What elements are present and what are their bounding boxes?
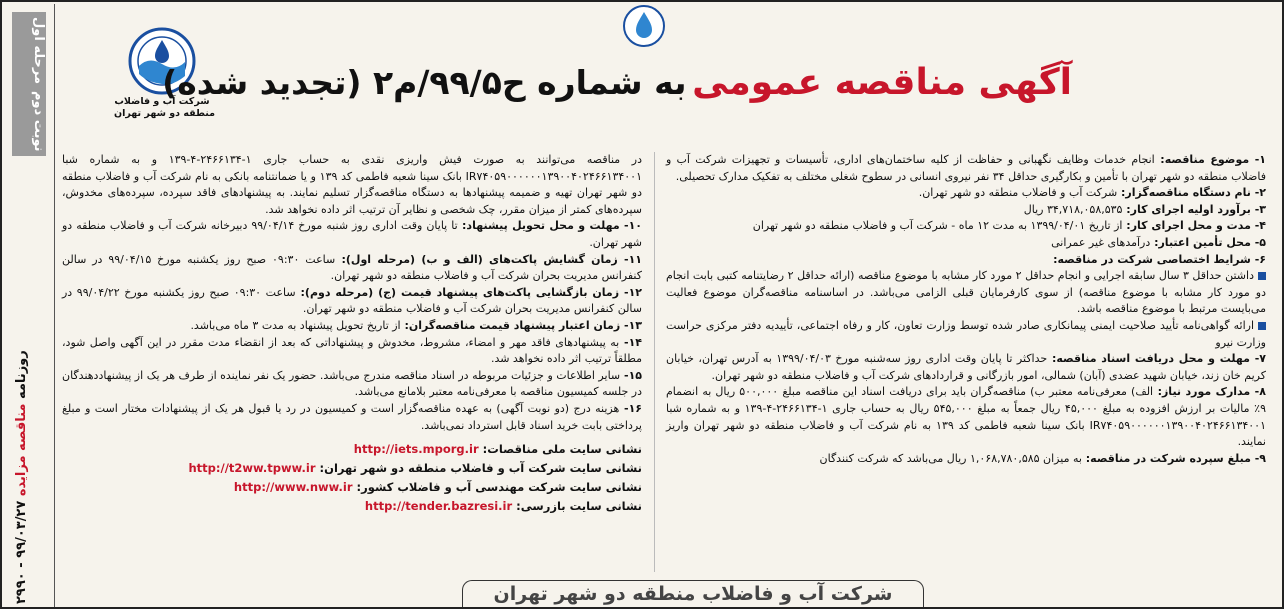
- clause-bullet: داشتن حداقل ۳ سال سابقه اجرایی و انجام حداقل ۲ مورد کار مشابه با موضوع مناقصه (ارائه حداقل ۲ رضایتنامه کتبی بابت انجام دو مورد کار مشابه با موضوع مناقصه) از سوی کارفرمایان قبلی الزامی می‌باشد. در اساسنامه مناقصه‌گران موضوع فعالیت می‌بایست مرتبط با موضوع مناقصه باشد.: [666, 269, 1266, 316]
- site-link[interactable]: http://tender.bazresi.ir: [364, 499, 513, 514]
- water-drop-icon: [622, 4, 666, 52]
- publication-line: ۹۹/۰۳/۲۷ - ۲۹۹۰: [14, 500, 29, 604]
- site-row: نشانی سایت ملی مناقصات: http://iets.mporg.ir: [353, 442, 642, 457]
- clause: ۳- برآورد اولیه اجرای کار: ۳۴,۷۱۸,۰۵۸,۵۳۵ ریال: [1023, 202, 1266, 216]
- clause: ۱۲- زمان بازگشایی پاکت‌های پیشنهاد قیمت (ج) (مرحله دوم): ساعت ۰۹:۳۰ صبح روز یکشنبه مورخ ۹۹/۰۴/۲۲ در سالن کنفرانس مدیریت بحران شرکت آب و فاضلاب منطقه دو شهر تهران.: [62, 285, 642, 316]
- right-column: [666, 152, 1266, 467]
- clause: ۸- مدارک مورد نیاز: الف) معرفی‌نامه معتبر ب) مناقصه‌گران باید برای دریافت اسناد این مناقصه مبلغ ۵۰۰,۰۰۰ ریال به انضمام ۹٪ مالیات بر ارزش افزوده به مبلغ ۴۵,۰۰۰ ریال جمعاً به مبلغ ۵۴۵,۰۰۰ ریال به حساب جاری ۱-۲۴۶۶۱۳۴-۴-۱۳۹ و به شماره شبا IR۷۴۰۵۹۰۰۰۰۰۰۱۳۹۰۰۴۰۲۴۶۶۱۳۴۰۰۱ بانک سینا شعبه فاطمی کد ۱۳۹ به نام شرکت آب و فاضلاب منطقه دو شهر تهران واریز نمایند.: [666, 385, 1266, 449]
- clause: ۹- مبلغ سپرده شرکت در مناقصه: به میزان ۱,۰۶۸,۷۸۰,۵۸۵ ریال می‌باشد که شرکت کنندگان: [819, 451, 1266, 465]
- clause: ۵- محل تأمین اعتبار: درآمدهای غیر عمرانی: [1051, 235, 1266, 249]
- logo-line-2: منطقه دو شهر تهران: [114, 108, 215, 119]
- clause: ۱۶- هزینه درج (دو نوبت آگهی) به عهده مناقصه‌گزار است و کمیسیون در رد یا قبول هر یک از پیشنهادات مختار است و مبلغ پرداختی بابت خرید اسناد قابل استرداد نمی‌باشد.: [62, 401, 642, 432]
- clause-bullet: ارائه گواهی‌نامه تأیید صلاحیت ایمنی پیمانکاری صادر شده توسط وزارت تعاون، کار و رفاه اجتماعی، تأییدیه دفتر مرکزی حراست وزارت نیرو: [666, 318, 1266, 349]
- footer-company-name: شرکت آب و فاضلاب منطقه دو شهر تهران: [462, 580, 924, 607]
- site-row: نشانی سایت بازرسی: http://tender.bazresi.ir: [364, 499, 642, 514]
- clause: ۲- نام دستگاه مناقصه‌گزار: شرکت آب و فاضلاب منطقه دو شهر تهران.: [918, 186, 1266, 200]
- website-list: [62, 440, 642, 516]
- site-link[interactable]: http://t2ww.tpww.ir: [188, 461, 316, 476]
- site-link[interactable]: http://iets.mporg.ir: [353, 442, 479, 457]
- column-divider: [654, 152, 655, 572]
- bullet-square-icon: [1258, 322, 1266, 330]
- clause: ۱۵- سایر اطلاعات و جزئیات مربوطه در اسناد مناقصه مندرج می‌باشد. حضور یک نفر نماینده از طرف هر یک از پیشنهاددهندگان در جلسه کمیسیون مناقصه با معرفی‌نامه معتبر بلامانع می‌باشد.: [62, 368, 642, 399]
- left-column: [62, 152, 642, 516]
- clause: ۱- موضوع مناقصه: انجام خدمات وظایف نگهبانی و حفاظت از کلیه ساختمان‌های اداری، تأسیسات و تجهیزات شرکت آب و فاضلاب منطقه دو شهر تهران با تأمین و بکارگیری حداقل ۳۴ نفر نیروی انسانی در سطوح شغلی مختلف به تفکیک مدارک تحصیلی.: [666, 153, 1267, 183]
- logo-line-1: شرکت آب و فاضلاب: [114, 96, 210, 107]
- title-red: آگهی مناقصه عمومی: [692, 62, 1072, 103]
- clause: ۴- مدت و محل اجرای کار: از تاریخ ۱۳۹۹/۰۴/۰۱ به مدت ۱۲ ماه - شرکت آب و فاضلاب منطقه دو شهر تهران: [752, 219, 1266, 233]
- clause: ۱۳- زمان اعتبار پیشنهاد قیمت مناقصه‌گران: از تاریخ تحویل پیشنهاد به مدت ۳ ماه می‌باشد.: [190, 318, 642, 332]
- publication-strip: [14, 224, 29, 604]
- clause: ۶- شرایط اختصاصی شرکت در مناقصه:: [1053, 252, 1266, 266]
- site-row: نشانی سایت شرکت مهندسی آب و فاضلاب کشور: http://www.nww.ir: [233, 480, 642, 495]
- title-black: به شماره ح۹۹/۵/م۲ (تجدید شده): [162, 63, 687, 102]
- paper-name: روزنامه: [14, 350, 29, 399]
- stage-tag: نوبت دوم: [12, 86, 46, 156]
- first-stage-tag: مرحله اول: [12, 12, 46, 90]
- site-link[interactable]: http://www.nww.ir: [233, 480, 353, 495]
- bullet-square-icon: [1258, 272, 1266, 280]
- clause: ۱۰- مهلت و محل تحویل پیشنهاد: تا پایان وقت اداری روز شنبه مورخ ۹۹/۰۴/۱۴ دبیرخانه شرکت آب و فاضلاب منطقه دو شهر تهران.: [62, 219, 643, 249]
- site-row: نشانی سایت شرکت آب و فاضلاب منطقه دو شهر تهران: http://t2ww.tpww.ir: [188, 461, 642, 476]
- clause: ۷- مهلت و محل دریافت اسناد مناقصه: حداکثر تا پایان وقت اداری روز سه‌شنبه مورخ ۱۳۹۹/۰۴/۰۳ به آدرس تهران، خیابان کریم خان زند، خیابان شهید عضدی (آبان) شمالی، امور بازرگانی و قراردادهای شرکت آب و فاضلاب منطقه دو شهر تهران.: [666, 352, 1266, 382]
- clause: در مناقصه می‌توانند به صورت فیش واریزی نقدی به حساب جاری ۱-۲۴۶۶۱۳۴-۴-۱۳۹ و به شماره شبا IR۷۴۰۵۹۰۰۰۰۰۰۱۳۹۰۰۴۰۲۴۶۶۱۳۴۰۰۱ بانک سینا شعبه فاطمی کد ۱۳۹ و یا ضمانتنامه بانکی به نام شرکت آب و فاضلاب منطقه دو شهر تهران تهیه و ضمیمه پیشنهادها به دستگاه مناقصه‌گزار تسلیم نمایند. به پیشنهادهای فاقد سپرده، سپرده‌های مخدوش، سپرده‌های کمتر از میزان مقرر، چک شخصی و نظایر آن ترتیب اثر داده نخواهد شد.: [62, 153, 643, 216]
- clause: ۱۴- به پیشنهادهای فاقد مهر و امضاء، مشروط، مخدوش و پیشنهاداتی که بعد از انقضاء مدت مقرر در این آگهی واصل شود، مطلقاً ترتیب اثر داده نخواهد شد.: [62, 335, 642, 366]
- clause: ۱۱- زمان گشایش پاکت‌های (الف و ب) (مرحله اول): ساعت ۰۹:۳۰ صبح روز یکشنبه مورخ ۹۹/۰۴/۱۵ در سالن کنفرانس مدیریت بحران شرکت آب و فاضلاب منطقه دو شهر تهران.: [62, 252, 643, 283]
- magazine-name: مناقصه مزایده: [14, 403, 29, 497]
- side-strip: [4, 4, 55, 607]
